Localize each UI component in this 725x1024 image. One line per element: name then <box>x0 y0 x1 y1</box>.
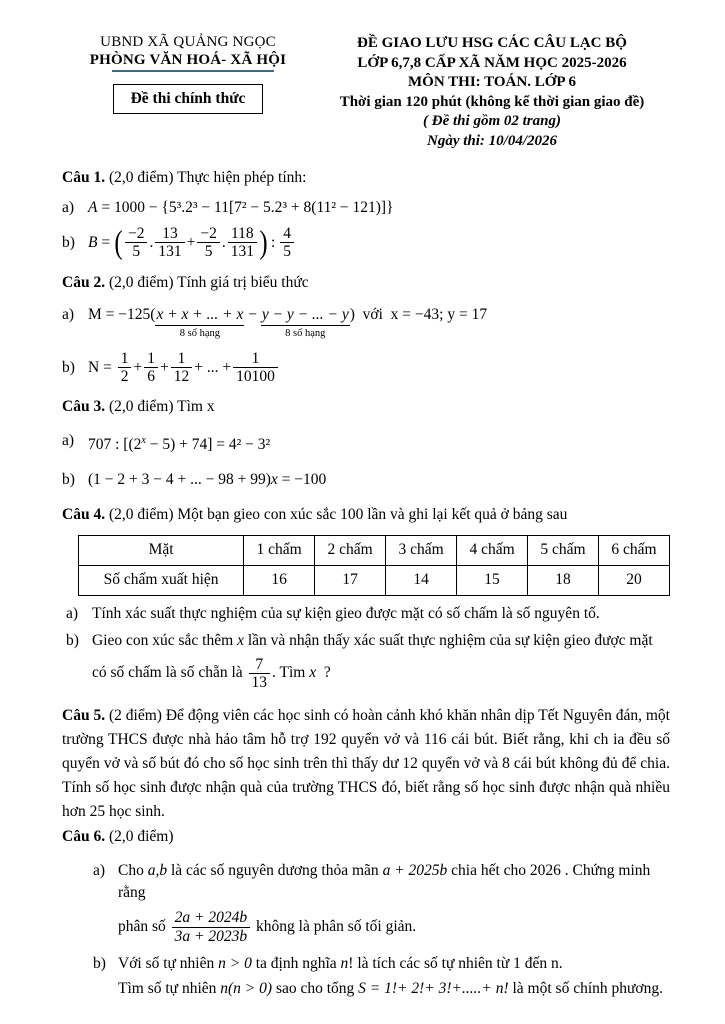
question-1-label: Câu 1. <box>62 169 106 186</box>
math-pre: M = −125( <box>88 305 156 323</box>
table-value-cell: 16 <box>244 565 315 595</box>
question-1-heading <box>62 167 670 189</box>
math-var-A: A <box>88 199 98 216</box>
fraction-num: 1 <box>118 350 132 368</box>
text-pre: có số chấm là số chẵn là <box>92 664 247 682</box>
question-2 <box>62 272 670 386</box>
question-4b <box>66 630 670 651</box>
question-3a <box>62 430 670 455</box>
exam-pages-line: ( Đề thi gồm 02 trang) <box>423 113 561 129</box>
fraction <box>249 656 271 692</box>
text-mid: ta định nghĩa <box>251 955 341 973</box>
math-var-N: N <box>88 358 100 376</box>
fraction-den: 12 <box>173 368 190 386</box>
text-post: không là phân số tối giản. <box>252 918 417 936</box>
plus-operator: + <box>159 358 169 376</box>
text-pre: Cho <box>118 862 148 880</box>
table-header-cell: 2 chấm <box>315 535 386 565</box>
text-pre: Tìm số tự nhiên <box>118 980 221 998</box>
math-vars-ab: a,b <box>147 862 168 880</box>
fraction-num: 2a + 2024b <box>172 909 250 927</box>
item-6b-text-line1 <box>118 953 670 975</box>
question-1 <box>62 167 670 261</box>
table-value-cell: 20 <box>599 565 670 595</box>
fraction-num: 4 <box>280 225 294 243</box>
underbrace-terms-y: y − y − ... − y <box>261 304 350 326</box>
question-6 <box>62 826 670 1000</box>
question-3b <box>62 469 670 490</box>
question-2a <box>62 304 670 340</box>
table-value-cell: 14 <box>386 565 457 595</box>
question-2-label: Câu 2. <box>62 273 106 291</box>
issuing-org-block <box>62 34 314 151</box>
math-var-x: x <box>270 470 278 488</box>
question-3 <box>62 396 670 489</box>
item-3a-math <box>88 430 670 455</box>
exam-subject-line: MÔN THI: TOÁN. LỚP 6 <box>408 74 576 90</box>
table-value-cell: 15 <box>457 565 528 595</box>
text-post: ? <box>316 664 331 682</box>
math-pre: 707 : [(2 <box>88 436 142 454</box>
question-1b <box>62 225 670 261</box>
math-cond-n: n > 0 <box>218 955 252 973</box>
math-var-x: x <box>309 664 317 682</box>
text-mid: là các số nguyên dương thỏa mãn <box>167 862 383 880</box>
fraction-num: 1 <box>171 350 193 368</box>
text-mid: sao cho tổng <box>272 980 359 998</box>
fraction-num: 13 <box>155 225 184 243</box>
math-post: = −100 <box>277 470 327 488</box>
dice-results-table <box>78 535 670 596</box>
fraction <box>171 350 193 386</box>
exam-title-line1: ĐỀ GIAO LƯU HSG CÁC CÂU LẠC BỘ <box>357 35 627 51</box>
fraction-den: 2 <box>120 368 129 386</box>
question-2-heading <box>62 272 670 294</box>
question-5-text: (2 điểm) Để động viên các học sinh có hoàn cảnh khó khăn nhân dịp Tết Nguyên đán, một trường THCS được nhà hảo tâm hỗ trợ 192 quyển vở và 116 cái bút. Biết rằng, khi ch ia đều số quyển vở và số bút đó cho số học sinh trên thì thấy dư 12 quyển vở và 8 cái bút không đủ để chia. Tính số học sinh được nhận quà của trường THCS đó, biết rằng số học sinh được nhận quà nhiều hơn 25 học sinh. <box>62 707 670 821</box>
table-header-cell: Mặt <box>79 535 244 565</box>
underbrace-group-y <box>261 304 350 340</box>
item-3a-label: a) <box>62 432 75 450</box>
exponent-x: x <box>141 435 146 447</box>
question-4-label: Câu 4. <box>62 505 106 523</box>
question-6a <box>93 860 670 904</box>
question-4-heading <box>62 504 670 526</box>
math-var-x: x <box>237 631 244 649</box>
right-paren: ) <box>259 224 268 261</box>
fraction-den: 131 <box>158 243 182 261</box>
fraction-den: 13 <box>251 673 268 691</box>
fraction <box>125 225 148 261</box>
question-4a <box>66 603 670 624</box>
fraction-den: 5 <box>132 243 141 261</box>
underbrace-terms-x: x + x + ... + x <box>155 304 244 326</box>
table-value-cell: 18 <box>528 565 599 595</box>
item-1a-label: a) <box>62 199 75 216</box>
math-pre: (1 − 2 + 3 − 4 + ... − 98 + 99) <box>88 470 271 488</box>
question-6-label: Câu 6. <box>62 828 106 846</box>
fraction-num: 7 <box>249 656 271 674</box>
table-value-cell: 17 <box>315 565 386 595</box>
question-6b-line2 <box>118 978 670 1000</box>
fraction <box>197 225 220 261</box>
table-header-row <box>79 535 670 565</box>
math-var-B: B <box>88 233 98 251</box>
exam-title-line2: LỚP 6,7,8 CẤP XÃ NĂM HỌC 2025-2026 <box>357 54 627 71</box>
math-var-n: n <box>340 955 349 973</box>
fraction-num: 1 <box>233 350 278 368</box>
underbrace-label: 8 số hạng <box>285 327 326 339</box>
item-4b-text-line1 <box>92 630 670 651</box>
official-exam-box: Đề thi chính thức <box>113 84 264 114</box>
text-pre: Gieo con xúc sắc thêm <box>92 631 238 649</box>
question-2-intro: (2,0 điểm) Tính giá trị biểu thức <box>105 273 309 291</box>
dot-operator: . <box>221 233 226 251</box>
dot-operator: . <box>149 233 154 251</box>
fraction-den: 10100 <box>236 368 275 386</box>
question-6-heading <box>62 826 670 848</box>
signature-underline <box>112 70 274 72</box>
colon-operator: : <box>270 233 276 251</box>
text-pre: Với số tự nhiên <box>118 955 219 973</box>
question-1-intro: (2,0 điểm) Thực hiện phép tính: <box>105 169 307 186</box>
question-5-label: Câu 5. <box>62 707 106 725</box>
fraction <box>118 350 132 386</box>
equals-sign: = <box>97 233 114 251</box>
item-4a-text: Tính xác suất thực nghiệm của sự kiện gieo được mặt có số chấm là số nguyên tố. <box>92 604 600 622</box>
org-name-line2: PHÒNG VĂN HOÁ- XÃ HỘI <box>89 52 287 68</box>
item-6a-text-line1 <box>118 860 670 904</box>
fraction-num: −2 <box>197 225 220 243</box>
item-4a-label: a) <box>66 604 79 622</box>
fraction <box>144 350 158 386</box>
org-name-line2-wrap <box>90 52 286 69</box>
item-3b-label: b) <box>62 470 75 488</box>
text-post: lần và nhận thấy xác suất thực nghiệm của sự kiện gieo được mặt <box>243 631 653 649</box>
text-post: là một số chính phương. <box>508 980 663 998</box>
question-6b <box>93 953 670 975</box>
item-2b-label: b) <box>62 358 75 376</box>
fraction <box>228 225 257 261</box>
exam-title-block <box>314 34 670 151</box>
fraction-den: 3a + 2023b <box>174 927 248 945</box>
fraction-den: 131 <box>230 243 254 261</box>
table-header-cell: 5 chấm <box>528 535 599 565</box>
equals-sign: = <box>99 358 116 376</box>
question-6-intro: (2,0 điểm) <box>105 828 174 846</box>
question-6a-line2 <box>118 909 670 945</box>
fraction <box>172 909 250 945</box>
text-mid: . Tìm <box>272 664 310 682</box>
item-2a-label: a) <box>62 305 75 323</box>
question-3-intro: (2,0 điểm) Tìm x <box>105 398 215 416</box>
plus-operator: + <box>133 358 143 376</box>
plus-operator: + <box>186 233 196 251</box>
table-row-label: Số chấm xuất hiện <box>79 565 244 595</box>
item-6a-label: a) <box>93 862 106 880</box>
question-3-heading <box>62 396 670 418</box>
question-4b-line2 <box>92 656 670 692</box>
math-cond-n2: n(n > 0) <box>220 980 273 998</box>
fraction <box>233 350 278 386</box>
question-3-label: Câu 3. <box>62 398 106 416</box>
math-sum-S: S = 1!+ 2!+ 3!+.....+ n! <box>358 980 509 998</box>
minus-operator: − <box>244 305 261 323</box>
fraction-num: 118 <box>228 225 257 243</box>
question-4 <box>62 504 670 692</box>
underbrace-label: 8 số hạng <box>179 327 221 339</box>
fraction <box>280 225 294 261</box>
question-4-intro: (2,0 điểm) Một bạn gieo con xúc sắc 100 lần và ghi lại kết quả ở bảng sau <box>105 505 568 523</box>
item-3b-math <box>88 469 670 490</box>
fraction <box>155 225 184 261</box>
table-data-row <box>79 565 670 595</box>
question-1a <box>62 197 670 218</box>
fraction-num: 1 <box>144 350 158 368</box>
table-header-cell: 3 chấm <box>386 535 457 565</box>
math-expr: a + 2025b <box>382 862 448 880</box>
exam-header <box>62 34 670 151</box>
fraction-den: 5 <box>204 243 213 261</box>
left-paren: ( <box>114 224 123 261</box>
underbrace-group-x <box>155 304 244 340</box>
ellipsis-operator: + ... + <box>194 358 232 376</box>
fraction-den: 6 <box>147 368 155 386</box>
exam-duration-line: Thời gian 120 phút (không kể thời gian giao đề) <box>339 93 645 110</box>
exam-date-line: Ngày thi: 10/04/2026 <box>427 132 557 149</box>
text-post: ! là tích các số tự nhiên từ 1 đến n. <box>348 955 563 973</box>
item-2a-math <box>88 304 670 340</box>
item-4b-label: b) <box>66 631 79 649</box>
org-name-line1: UBND XÃ QUẢNG NGỌC <box>100 34 276 50</box>
fraction-num: −2 <box>125 225 148 243</box>
table-header-cell: 1 chấm <box>244 535 315 565</box>
fraction-den: 5 <box>283 243 292 261</box>
table-header-cell: 4 chấm <box>457 535 528 565</box>
item-1a-math <box>88 197 670 218</box>
text-post: chia hết cho 2026 . Chứng minh rằng <box>118 862 651 902</box>
question-5 <box>62 704 670 824</box>
table-header-cell: 6 chấm <box>599 535 670 565</box>
math-post: ) với x = −43; y = 17 <box>349 305 488 323</box>
item-1b-label: b) <box>62 233 75 251</box>
math-post: − 5) + 74] = 4² − 3² <box>145 436 271 454</box>
math-expr-1a: = 1000 − {5³.2³ − 11[7² − 5.2³ + 8(11² − 121)]} <box>97 199 394 216</box>
text-pre: phân số <box>118 918 170 936</box>
question-2b <box>62 350 670 386</box>
item-6b-label: b) <box>93 955 106 973</box>
